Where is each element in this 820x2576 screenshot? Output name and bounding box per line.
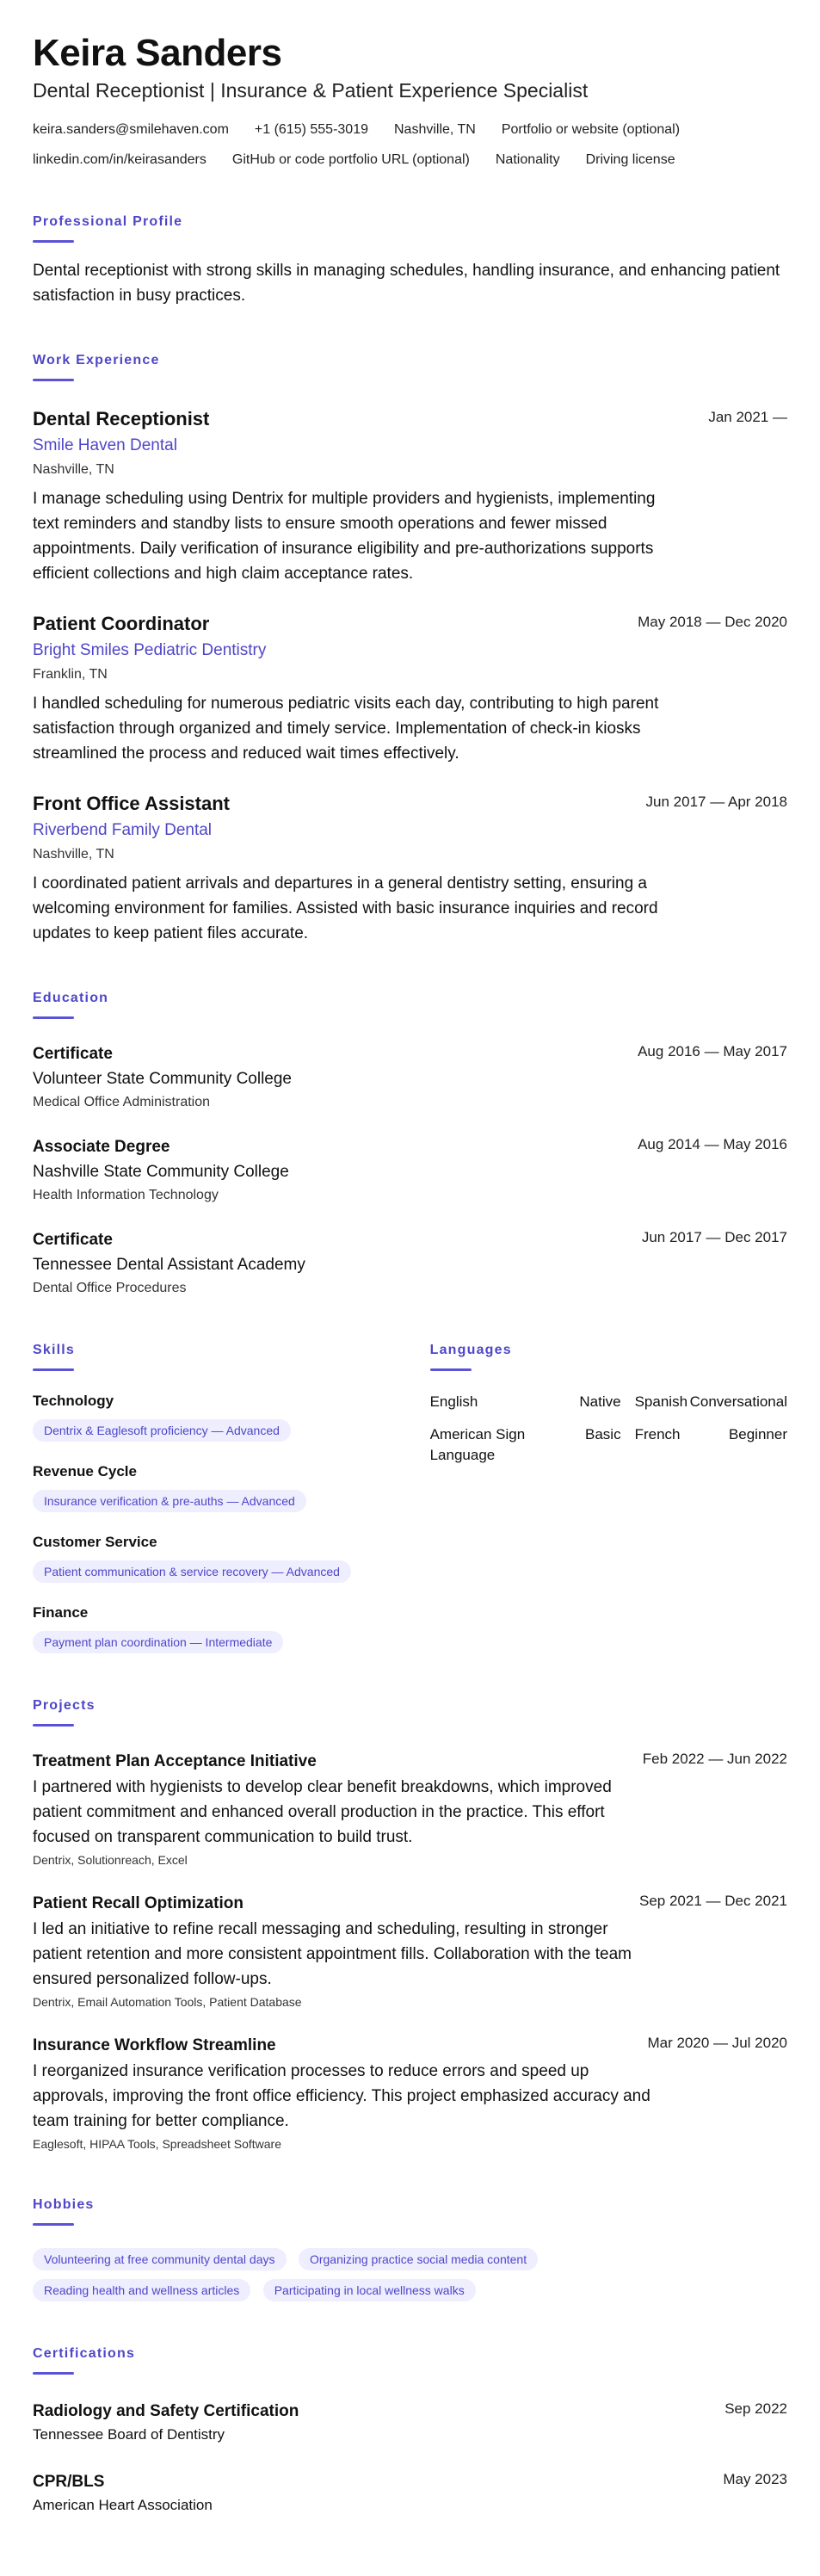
job-title: Front Office Assistant (33, 793, 230, 814)
project-title: Insurance Workflow Streamline (33, 2036, 276, 2054)
project-tools: Dentrix, Solutionreach, Excel (33, 1853, 188, 1867)
education-school: Volunteer State Community College (33, 1070, 292, 1088)
project-entry (33, 1893, 787, 2011)
education-degree: Associate Degree (33, 1138, 170, 1156)
project-entry (33, 2035, 787, 2153)
skills-languages-row (33, 1343, 787, 1653)
project-description: I led an initiative to refine recall messaging and scheduling, resulting in stronger patient retention and more consistent appointment fills. Collaboration with the team ensured personalized follow-ups. (33, 1920, 632, 1988)
project-description: I reorganized insurance verification processes to reduce errors and speed up approvals, improving the front office efficiency. This project emphasized accuracy and team training for better compliance. (33, 2062, 650, 2130)
hobby-tag: Reading health and wellness articles (33, 2279, 250, 2301)
certification-date: Sep 2022 (724, 2400, 787, 2417)
job-entry (33, 612, 787, 766)
language-name: American Sign Language (429, 1426, 526, 1463)
hobby-tags (33, 2239, 635, 2301)
certification-issuer: Tennessee Board of Dentistry (33, 2426, 225, 2443)
languages-section (413, 1343, 787, 1653)
section-title: Work Experience (33, 353, 160, 368)
project-date: Sep 2021 — Dec 2021 (638, 1893, 787, 1909)
language-level: Conversational (689, 1393, 787, 1410)
project-date: Mar 2020 — Jul 2020 (647, 2035, 787, 2051)
contact-nationality: Nationality (495, 152, 560, 167)
skill-category: Technology (33, 1393, 114, 1409)
language-row (430, 1392, 787, 1412)
contact-email[interactable]: keira.sanders@smilehaven.com (33, 122, 229, 137)
section-title: Certifications (33, 2346, 136, 2361)
certification-entry (33, 2400, 787, 2445)
language-level: Basic (585, 1426, 621, 1442)
skill-tag: Payment plan coordination — Intermediate (33, 1631, 283, 1653)
language-level: Native (579, 1393, 621, 1410)
hobbies-section (33, 2197, 787, 2301)
certification-issuer: American Heart Association (33, 2497, 213, 2513)
education-date: Aug 2014 — May 2016 (638, 1136, 787, 1152)
skill-category: Finance (33, 1604, 89, 1621)
section-divider (33, 379, 74, 381)
section-title: Languages (429, 1343, 512, 1357)
skills-section (33, 1343, 413, 1653)
project-tools: Dentrix, Email Automation Tools, Patient Database (33, 1995, 302, 2009)
section-divider (33, 2223, 74, 2226)
job-location: Nashville, TN (33, 847, 114, 862)
hobby-tag: Participating in local wellness walks (263, 2279, 476, 2301)
job-entry (33, 407, 787, 586)
skill-group (33, 1603, 413, 1653)
section-title: Professional Profile (33, 214, 183, 229)
section-divider (430, 1368, 472, 1371)
skill-category: Customer Service (33, 1534, 157, 1550)
education-entry (33, 1136, 787, 1205)
section-divider (33, 1368, 74, 1371)
project-title: Patient Recall Optimization (33, 1894, 244, 1912)
job-date: Jan 2021 — (708, 409, 787, 425)
education-date: Jun 2017 — Dec 2017 (641, 1229, 787, 1245)
contact-github[interactable]: GitHub or code portfolio URL (optional) (231, 152, 470, 167)
education-degree: Certificate (33, 1231, 113, 1249)
job-company: Bright Smiles Pediatric Dentistry (33, 641, 267, 659)
languages-table (430, 1392, 787, 1466)
section-divider (33, 1016, 74, 1019)
certifications-section (33, 2346, 787, 2516)
resume-header (33, 31, 787, 170)
education-entry (33, 1043, 787, 1112)
education-section (33, 991, 787, 1298)
job-description: I manage scheduling using Dentrix for multiple providers and hygienists, implementing text reminders and standby lists to ensure smooth operations and fewer missed appointments. Daily verification of insurance eligibility and pre-authorizations supports efficient collections and high claim acceptance rates. (33, 490, 656, 583)
skill-group (33, 1392, 413, 1442)
contact-linkedin[interactable]: linkedin.com/in/keirasanders (33, 152, 207, 167)
skill-tag: Patient communication & service recovery — Advanced (33, 1560, 351, 1583)
certification-date: May 2023 (723, 2471, 787, 2487)
section-title: Projects (33, 1698, 96, 1713)
section-divider (33, 2372, 74, 2375)
certification-entry (33, 2471, 787, 2516)
projects-section (33, 1698, 787, 2153)
hobby-tag: Volunteering at free community dental days (33, 2248, 287, 2270)
experience-section (33, 353, 787, 946)
job-description: I coordinated patient arrivals and departures in a general dentistry setting, ensuring a welcoming environment for families. Assisted with basic insurance inquiries and record updates to keep patient files accurate. (33, 874, 658, 942)
skill-tag: Dentrix & Eaglesoft proficiency — Advanced (33, 1419, 291, 1442)
candidate-name: Keira Sanders (33, 32, 282, 74)
job-location: Franklin, TN (33, 667, 108, 682)
skill-group (33, 1533, 413, 1583)
language-name: French (634, 1426, 681, 1442)
education-field: Dental Office Procedures (33, 1281, 187, 1295)
education-school: Nashville State Community College (33, 1163, 289, 1181)
contact-portfolio[interactable]: Portfolio or website (optional) (501, 122, 681, 137)
project-tools: Eaglesoft, HIPAA Tools, Spreadsheet Software (33, 2137, 281, 2151)
contact-info (33, 120, 787, 170)
section-divider (33, 240, 74, 243)
contact-location: Nashville, TN (394, 122, 476, 137)
language-name: English (429, 1393, 478, 1410)
certification-title: CPR/BLS (33, 2473, 105, 2491)
job-entry (33, 792, 787, 946)
section-title: Skills (33, 1343, 76, 1357)
job-company: Riverbend Family Dental (33, 821, 213, 839)
section-title: Hobbies (33, 2197, 95, 2212)
section-divider (33, 1724, 74, 1727)
skill-tag: Insurance verification & pre-auths — Advanced (33, 1490, 306, 1512)
job-company: Smile Haven Dental (33, 436, 177, 454)
hobby-tag: Organizing practice social media content (299, 2248, 538, 2270)
certification-title: Radiology and Safety Certification (33, 2402, 299, 2420)
job-location: Nashville, TN (33, 462, 114, 477)
job-description: I handled scheduling for numerous pediatric visits each day, contributing to high parent satisfaction through organized and timely service. Implementation of check-in kiosks streamlined the process and reduced wait times effectively. (33, 695, 659, 763)
education-school: Tennessee Dental Assistant Academy (33, 1256, 305, 1274)
language-name: Spanish (634, 1393, 688, 1410)
job-title: Patient Coordinator (33, 613, 210, 634)
contact-phone[interactable]: +1 (615) 555-3019 (254, 122, 368, 137)
education-entry (33, 1229, 787, 1298)
project-entry (33, 1751, 787, 1869)
education-degree: Certificate (33, 1045, 113, 1063)
language-row (430, 1424, 787, 1466)
section-title: Education (33, 991, 109, 1005)
project-date: Feb 2022 — Jun 2022 (642, 1751, 787, 1767)
job-title: Dental Receptionist (33, 408, 210, 429)
project-title: Treatment Plan Acceptance Initiative (33, 1752, 317, 1770)
language-level: Beginner (728, 1426, 787, 1442)
education-date: Aug 2016 — May 2017 (638, 1043, 787, 1059)
contact-driving-license: Driving license (585, 152, 675, 167)
education-field: Health Information Technology (33, 1188, 219, 1202)
profile-text: Dental receptionist with strong skills in managing schedules, handling insurance, and enhancing patient satisfaction in busy practices. (33, 262, 780, 305)
job-date: May 2018 — Dec 2020 (638, 614, 787, 630)
project-description: I partnered with hygienists to develop clear benefit breakdowns, which improved patient commitment and enhanced overall production in the practice. This effort focused on transparent communication to build trust. (33, 1778, 612, 1846)
skill-category: Revenue Cycle (33, 1463, 137, 1480)
profile-section (33, 214, 787, 308)
skill-group (33, 1462, 413, 1512)
education-field: Medical Office Administration (33, 1095, 211, 1109)
candidate-headline: Dental Receptionist | Insurance & Patient Experience Specialist (33, 79, 589, 102)
job-date: Jun 2017 — Apr 2018 (645, 794, 787, 810)
